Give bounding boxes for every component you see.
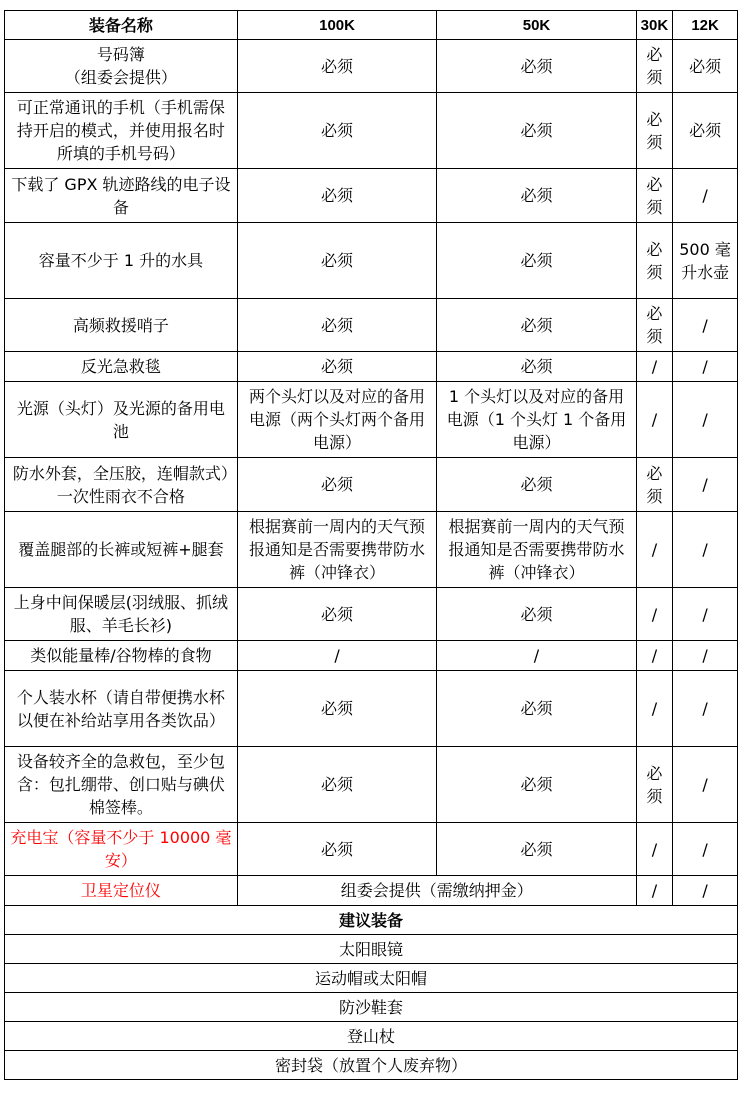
suggested-row	[5, 1022, 738, 1051]
item-name: 类似能量棒/谷物棒的食物	[5, 641, 238, 671]
table-row	[5, 382, 738, 458]
requirement-30k: /	[636, 382, 672, 458]
requirement-30k: 必须	[636, 169, 672, 223]
item-name: 号码簿 （组委会提供）	[5, 40, 238, 93]
requirement-12k: /	[673, 299, 738, 352]
requirement-30k: 必须	[636, 40, 672, 93]
suggested-row	[5, 1051, 738, 1080]
table-row	[5, 747, 738, 823]
requirement-12k: /	[673, 671, 738, 747]
suggested-row	[5, 964, 738, 993]
requirement-50k: 必须	[437, 588, 636, 641]
requirement-12k: /	[673, 641, 738, 671]
item-name: 容量不少于 1 升的水具	[5, 223, 238, 299]
requirement-12k: /	[673, 352, 738, 382]
requirement-30k: 必须	[636, 299, 672, 352]
suggested-title-row	[5, 906, 738, 935]
gps-30k: /	[636, 876, 672, 906]
requirement-30k: 必须	[636, 458, 672, 512]
item-name: 反光急救毯	[5, 352, 238, 382]
table-row	[5, 671, 738, 747]
requirement-50k: 必须	[437, 671, 636, 747]
requirement-100k: 必须	[237, 823, 436, 876]
requirement-100k: 必须	[237, 458, 436, 512]
suggested-row	[5, 993, 738, 1022]
requirement-100k: 必须	[237, 588, 436, 641]
requirement-12k: /	[673, 512, 738, 588]
header-30k: 30K	[636, 11, 672, 40]
header-item-name: 装备名称	[5, 11, 238, 40]
requirement-30k: /	[636, 352, 672, 382]
requirement-12k: 必须	[673, 93, 738, 169]
item-name: 覆盖腿部的长裤或短裤+腿套	[5, 512, 238, 588]
requirement-50k: 必须	[437, 458, 636, 512]
table-row	[5, 458, 738, 512]
suggested-title: 建议装备	[5, 906, 738, 935]
requirement-100k: 必须	[237, 40, 436, 93]
table-row	[5, 169, 738, 223]
item-name: 防水外套，全压胶，连帽款式）一次性雨衣不合格	[5, 458, 238, 512]
requirement-50k: 根据赛前一周内的天气预报通知是否需要携带防水裤（冲锋衣）	[437, 512, 636, 588]
requirement-30k: 必须	[636, 93, 672, 169]
requirement-50k: 1 个头灯以及对应的备用电源（1 个头灯 1 个备用电源）	[437, 382, 636, 458]
gps-row	[5, 876, 738, 906]
item-name: 光源（头灯）及光源的备用电池	[5, 382, 238, 458]
header-12k: 12K	[673, 11, 738, 40]
requirement-50k: 必须	[437, 223, 636, 299]
header-50k: 50K	[437, 11, 636, 40]
requirement-100k: 两个头灯以及对应的备用电源（两个头灯两个备用电源）	[237, 382, 436, 458]
gps-provision: 组委会提供（需缴纳押金）	[237, 876, 636, 906]
requirement-30k: 必须	[636, 223, 672, 299]
header-100k: 100K	[237, 11, 436, 40]
requirement-30k: /	[636, 641, 672, 671]
requirement-100k: 必须	[237, 671, 436, 747]
table-row	[5, 823, 738, 876]
table-row	[5, 588, 738, 641]
requirement-12k: /	[673, 588, 738, 641]
requirement-12k: /	[673, 169, 738, 223]
table-row	[5, 299, 738, 352]
requirement-100k: 必须	[237, 352, 436, 382]
requirement-12k: /	[673, 382, 738, 458]
requirement-100k: 必须	[237, 169, 436, 223]
requirement-50k: 必须	[437, 169, 636, 223]
requirement-12k: 500 毫升水壶	[673, 223, 738, 299]
requirement-100k: 根据赛前一周内的天气预报通知是否需要携带防水裤（冲锋衣）	[237, 512, 436, 588]
requirement-100k: 必须	[237, 93, 436, 169]
requirement-50k: /	[437, 641, 636, 671]
requirement-50k: 必须	[437, 823, 636, 876]
suggested-row	[5, 935, 738, 964]
suggested-item: 密封袋（放置个人废弃物）	[5, 1051, 738, 1080]
requirement-50k: 必须	[437, 299, 636, 352]
requirement-50k: 必须	[437, 40, 636, 93]
requirement-100k: 必须	[237, 223, 436, 299]
requirement-12k: 必须	[673, 40, 738, 93]
item-name: 个人装水杯（请自带便携水杯以便在补给站享用各类饮品）	[5, 671, 238, 747]
table-row	[5, 641, 738, 671]
item-name: 高频救援哨子	[5, 299, 238, 352]
requirement-50k: 必须	[437, 352, 636, 382]
table-row	[5, 223, 738, 299]
requirement-30k: /	[636, 671, 672, 747]
gps-12k: /	[673, 876, 738, 906]
table-row	[5, 93, 738, 169]
requirement-30k: /	[636, 588, 672, 641]
item-name: 设备较齐全的急救包，至少包含：包扎绷带、创口贴与碘伏棉签棒。	[5, 747, 238, 823]
suggested-item: 运动帽或太阳帽	[5, 964, 738, 993]
item-name: 下载了 GPX 轨迹路线的电子设备	[5, 169, 238, 223]
requirement-30k: 必须	[636, 747, 672, 823]
requirement-100k: 必须	[237, 747, 436, 823]
gps-item-name: 卫星定位仪	[5, 876, 238, 906]
suggested-item: 登山杖	[5, 1022, 738, 1051]
requirement-12k: /	[673, 458, 738, 512]
requirement-30k: /	[636, 512, 672, 588]
equipment-table	[4, 10, 738, 1080]
item-name: 可正常通讯的手机（手机需保持开启的模式，并使用报名时所填的手机号码）	[5, 93, 238, 169]
suggested-item: 太阳眼镜	[5, 935, 738, 964]
item-name: 上身中间保暖层(羽绒服、抓绒服、羊毛长衫)	[5, 588, 238, 641]
suggested-item: 防沙鞋套	[5, 993, 738, 1022]
header-row	[5, 11, 738, 40]
table-row	[5, 352, 738, 382]
requirement-100k: 必须	[237, 299, 436, 352]
table-row	[5, 512, 738, 588]
requirement-30k: /	[636, 823, 672, 876]
requirement-50k: 必须	[437, 747, 636, 823]
requirement-100k: /	[237, 641, 436, 671]
requirement-12k: /	[673, 747, 738, 823]
requirement-50k: 必须	[437, 93, 636, 169]
table-row	[5, 40, 738, 93]
item-name: 充电宝（容量不少于 10000 毫安）	[5, 823, 238, 876]
requirement-12k: /	[673, 823, 738, 876]
